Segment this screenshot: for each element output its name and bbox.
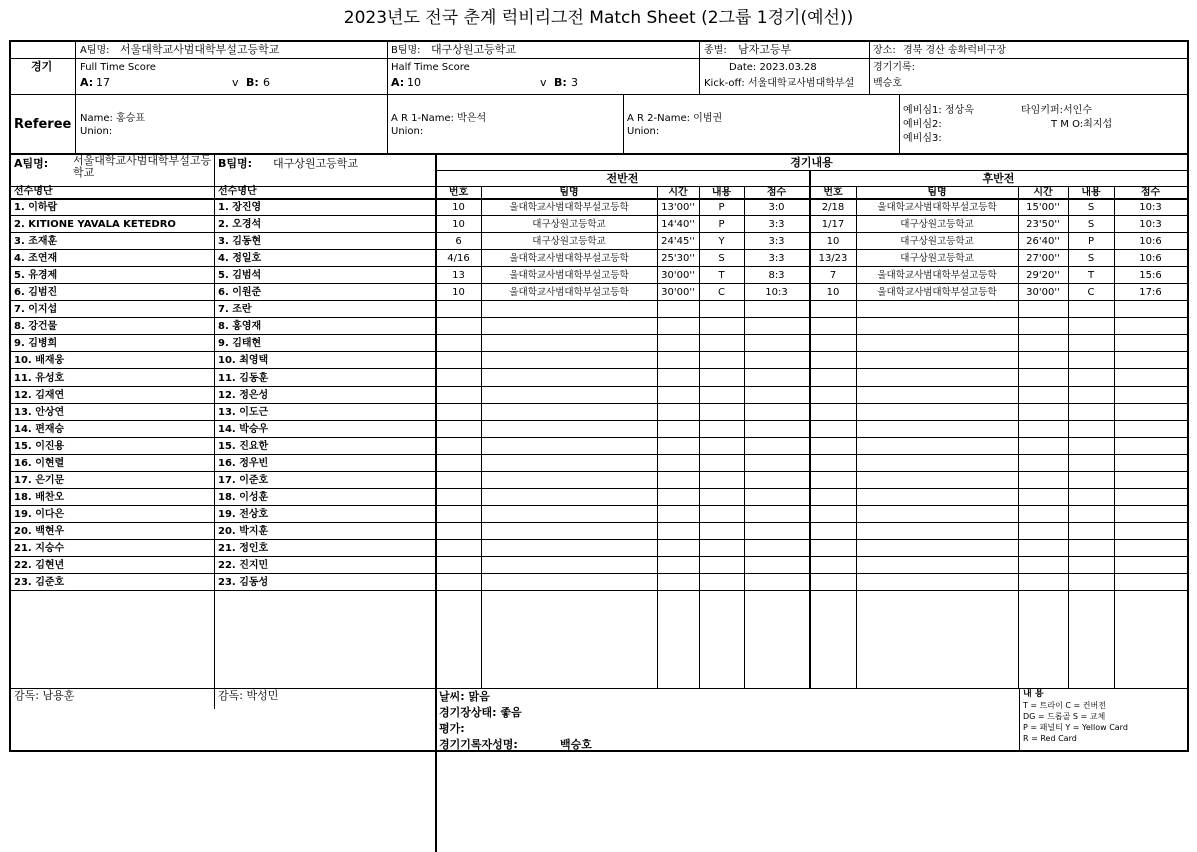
- team-a-player: 16. 이현렬: [14, 458, 65, 469]
- first-half-time: 25'30'': [661, 253, 695, 264]
- team-a-player: 9. 김병희: [14, 338, 58, 349]
- rule: [11, 58, 1187, 59]
- team-a-player: 11. 유성호: [14, 373, 65, 384]
- first-half-col-type: 내용: [711, 187, 732, 198]
- table-row: [11, 387, 1187, 404]
- full-a-label: A:: [80, 76, 94, 89]
- tmo: T M O:최지섭: [1051, 119, 1113, 130]
- legend-item: R = Red Card: [1023, 734, 1077, 743]
- team-b-player: 1. 장진영: [218, 202, 262, 213]
- kickoff: Kick-off: 서울대학교사범대학부설: [704, 78, 855, 89]
- second-half-time: 29'20'': [1026, 270, 1060, 281]
- team-b-player: 20. 박지훈: [218, 526, 269, 537]
- team-a-player: 18. 배찬오: [14, 492, 65, 503]
- rule: [1068, 186, 1069, 689]
- team-a-player: 2. KITIONE YAVALA KETEDRO: [14, 219, 176, 230]
- rule: [75, 94, 76, 153]
- team-a-player: 17. 은기문: [14, 475, 65, 486]
- first-half-no: 10: [452, 287, 465, 298]
- team-b-player: 13. 이도근: [218, 407, 269, 418]
- match-date: Date: 2023.03.28: [729, 62, 817, 73]
- team-b-player: 5. 김범석: [218, 270, 262, 281]
- second-half-score: 10:6: [1139, 253, 1162, 264]
- team-a-player: 13. 안상연: [14, 407, 65, 418]
- rule: [1018, 186, 1019, 689]
- table-row: [11, 335, 1187, 352]
- team-a-player: 20. 백현우: [14, 526, 65, 537]
- table-row: [11, 489, 1187, 506]
- team-b-player: 10. 최영택: [218, 355, 269, 366]
- rule: [657, 186, 658, 689]
- table-row: [11, 370, 1187, 387]
- first-half-score: 8:3: [768, 270, 785, 281]
- ar2-name: A R 2-Name: 이범권: [627, 113, 723, 124]
- lineup-a-label: A팀명:: [14, 157, 49, 170]
- lineup-b-label: B팀명:: [218, 157, 253, 170]
- first-half-no: 13: [452, 270, 465, 281]
- match-sheet: [9, 40, 1189, 752]
- venue-value: 경북 경산 송화럭비구장: [903, 45, 1006, 56]
- first-half-time: 13'00'': [661, 202, 695, 213]
- team-b-player: 9. 김태현: [218, 338, 262, 349]
- second-half-score: 15:6: [1139, 270, 1162, 281]
- table-row: [11, 404, 1187, 421]
- table-row: [11, 250, 1187, 267]
- team-b-player: 4. 정일호: [218, 253, 262, 264]
- full-a-score: 17: [96, 76, 110, 89]
- second-half-col-type: 내용: [1081, 187, 1101, 198]
- table-row: [11, 540, 1187, 557]
- rule: [623, 94, 624, 153]
- team-a-player: 4. 조연재: [14, 253, 58, 264]
- second-half-no: 2/18: [821, 202, 845, 213]
- full-b-label: B:: [246, 76, 259, 89]
- team-a-player: 15. 이진용: [14, 441, 65, 452]
- table-row: [11, 557, 1187, 574]
- table-row: [11, 352, 1187, 369]
- first-half-no: 10: [452, 202, 465, 213]
- legend-title: 내 용: [1023, 689, 1044, 699]
- second-half-time: 23'50'': [1026, 219, 1060, 230]
- half-b-label: B:: [554, 76, 567, 89]
- second-half-title: 후반전: [982, 172, 1015, 185]
- team-a-player: 7. 이지섭: [14, 304, 58, 315]
- first-half-col-time: 시간: [668, 187, 688, 198]
- referee-label: Referee: [14, 117, 72, 132]
- field-condition: 경기장상태: 좋음: [439, 706, 522, 719]
- full-v: v: [232, 76, 239, 89]
- team-b-header-name: 대구상원고등학교: [431, 43, 517, 56]
- table-row: [11, 216, 1187, 233]
- ar2-union: Union:: [627, 126, 660, 137]
- team-a-player: 21. 지승수: [14, 543, 65, 554]
- team-b-player: 19. 전상호: [218, 509, 269, 520]
- first-half-no: 10: [452, 219, 465, 230]
- lineup-a-name: 서울대학교사범대학부설고등학교: [73, 154, 212, 179]
- first-half-col-score: 점수: [766, 187, 787, 198]
- table-row: [11, 472, 1187, 489]
- sheet-title: 2023년도 전국 춘계 럭비리그전 Match Sheet (2그룹 1경기(예선)): [343, 8, 854, 28]
- rule: [809, 170, 811, 689]
- table-row: [11, 199, 1187, 216]
- reserve-referee-3: 예비심3:: [903, 133, 942, 144]
- second-half-time: 26'40'': [1026, 236, 1060, 247]
- second-half-team: 울대학교사범대학부설고등학: [877, 202, 997, 213]
- category-value: 남자고등부: [738, 43, 792, 56]
- rule: [744, 186, 745, 689]
- first-half-team: 대구상원고등학교: [532, 236, 606, 247]
- team-a-player: 12. 김재연: [14, 390, 65, 401]
- legend-item: DG = 드롭골 S = 교체: [1023, 712, 1106, 721]
- first-half-type: Y: [718, 236, 725, 247]
- second-half-score: 17:6: [1139, 287, 1162, 298]
- second-half-col-no: 번호: [823, 187, 843, 198]
- rule: [436, 170, 1187, 171]
- team-b-player: 3. 김동현: [218, 236, 262, 247]
- second-half-team: 대구상원고등학교: [900, 236, 974, 247]
- rule: [75, 42, 76, 94]
- timekeeper: 타임키퍼:서인수: [1021, 105, 1092, 116]
- first-half-time: 14'40'': [661, 219, 695, 230]
- lineup-b-name: 대구상원고등학교: [273, 157, 359, 170]
- ar1-union: Union:: [391, 126, 424, 137]
- team-b-player: 17. 이준호: [218, 475, 269, 486]
- match-label: 경기: [31, 60, 53, 73]
- team-a-player: 8. 강건물: [14, 321, 58, 332]
- team-a-player: 23. 김준호: [14, 577, 65, 588]
- rule: [387, 42, 388, 94]
- rule: [1114, 186, 1115, 689]
- recorder-name: 백승호: [873, 78, 902, 89]
- referee-name: Name: 홍승표: [80, 113, 146, 124]
- first-half-type: P: [718, 219, 725, 230]
- second-half-team: 울대학교사범대학부설고등학: [877, 270, 997, 281]
- first-half-score: 3:0: [768, 202, 785, 213]
- half-v: v: [540, 76, 547, 89]
- recorder-sign-label: 경기기록자성명:: [439, 738, 518, 751]
- table-row: [11, 574, 1187, 591]
- first-half-no: 4/16: [447, 253, 470, 264]
- reserve-referee-2: 예비심2:: [903, 119, 942, 130]
- second-half-no: 1/17: [821, 219, 845, 230]
- second-half-type: S: [1087, 253, 1095, 264]
- second-half-type: S: [1087, 202, 1095, 213]
- referee-union: Union:: [80, 126, 113, 137]
- team-b-player: 8. 홍영재: [218, 321, 262, 332]
- team-b-player: 12. 정은성: [218, 390, 269, 401]
- legend-item: P = 패널티 Y = Yellow Card: [1023, 723, 1128, 732]
- table-row: [11, 438, 1187, 455]
- team-b-player: 14. 박승우: [218, 424, 269, 435]
- first-half-score: 3:3: [768, 253, 785, 264]
- second-half-no: 7: [829, 270, 837, 281]
- second-half-col-team: 팀명: [927, 187, 947, 198]
- second-half-no: 10: [826, 287, 840, 298]
- rule: [435, 154, 437, 852]
- weather: 날씨: 맑음: [439, 690, 490, 703]
- second-half-team: 대구상원고등학교: [900, 253, 974, 264]
- category-label: 종별:: [704, 45, 727, 56]
- first-half-type: C: [718, 287, 725, 298]
- table-row: [11, 523, 1187, 540]
- table-row: [11, 284, 1187, 301]
- first-half-team: 대구상원고등학교: [532, 219, 606, 230]
- first-half-score: 3:3: [768, 236, 785, 247]
- rule: [899, 94, 900, 153]
- second-half-type: P: [1087, 236, 1095, 247]
- team-a-player: 14. 편재승: [14, 424, 65, 435]
- team-a-header-label: A팀명:: [80, 45, 110, 56]
- legend-item: T = 트라이 C = 컨버전: [1023, 701, 1106, 710]
- rule: [699, 42, 700, 94]
- second-half-type: S: [1087, 219, 1095, 230]
- coach-a: 감독: 남용훈: [14, 689, 75, 702]
- table-row: [11, 233, 1187, 250]
- second-half-no: 13/23: [818, 253, 848, 264]
- second-half-team: 울대학교사범대학부설고등학: [877, 287, 997, 298]
- venue-label: 장소:: [873, 45, 896, 56]
- second-half-type: T: [1087, 270, 1095, 281]
- table-row: [11, 421, 1187, 438]
- team-b-player: 11. 김동훈: [218, 373, 269, 384]
- rule: [699, 186, 700, 689]
- table-row: [11, 318, 1187, 335]
- first-half-team: 울대학교사범대학부설고등학: [509, 287, 629, 298]
- first-half-team: 울대학교사범대학부설고등학: [509, 202, 629, 213]
- rule: [481, 186, 482, 689]
- team-b-player: 16. 정우빈: [218, 458, 269, 469]
- rule: [11, 94, 1187, 95]
- second-half-time: 30'00'': [1026, 287, 1060, 298]
- team-b-player: 15. 진요한: [218, 441, 269, 452]
- team-b-header-label: B팀명:: [391, 45, 421, 56]
- team-a-player: 10. 배재웅: [14, 355, 65, 366]
- recorder-label: 경기기록:: [873, 62, 916, 73]
- table-row: [11, 455, 1187, 472]
- reserve-referee-1: 예비심1: 정상욱: [903, 105, 974, 116]
- first-half-team: 울대학교사범대학부설고등학: [509, 253, 629, 264]
- first-half-score: 10:3: [765, 287, 788, 298]
- team-a-player: 22. 김현년: [14, 560, 65, 571]
- table-row: [11, 506, 1187, 523]
- full-b-score: 6: [263, 76, 270, 89]
- half-a-score: 10: [407, 76, 421, 89]
- rating: 평가:: [439, 722, 465, 735]
- second-half-team: 대구상원고등학교: [900, 219, 974, 230]
- second-half-time: 27'00'': [1026, 253, 1060, 264]
- full-time-label: Full Time Score: [80, 62, 156, 73]
- team-b-player: 6. 이원준: [218, 287, 262, 298]
- ar1-name: A R 1-Name: 박은석: [391, 113, 487, 124]
- half-a-label: A:: [391, 76, 405, 89]
- table-row: [11, 301, 1187, 318]
- first-half-type: T: [718, 270, 725, 281]
- first-half-col-no: 번호: [448, 187, 469, 198]
- second-half-time: 15'00'': [1026, 202, 1060, 213]
- first-half-team: 울대학교사범대학부설고등학: [509, 270, 629, 281]
- second-half-no: 10: [826, 236, 840, 247]
- events-title: 경기내용: [790, 156, 833, 169]
- team-a-player: 1. 이하람: [14, 202, 58, 213]
- team-a-player: 6. 김범진: [14, 287, 58, 298]
- team-a-player: 3. 조재훈: [14, 236, 58, 247]
- half-b-score: 3: [571, 76, 578, 89]
- second-half-score: 10:3: [1139, 202, 1162, 213]
- rule: [856, 186, 857, 689]
- table-row: [11, 267, 1187, 284]
- team-a-player: 5. 유경제: [14, 270, 58, 281]
- team-b-player: 23. 김동성: [218, 577, 269, 588]
- team-b-player: 21. 정인호: [218, 543, 269, 554]
- rule: [214, 154, 215, 709]
- rule: [869, 42, 870, 94]
- rule: [11, 688, 1187, 689]
- first-half-no: 6: [455, 236, 462, 247]
- first-half-time: 30'00'': [661, 287, 695, 298]
- rule: [387, 94, 388, 153]
- half-time-label: Half Time Score: [391, 62, 470, 73]
- first-half-col-team: 팀명: [559, 187, 579, 198]
- second-half-score: 10:6: [1139, 236, 1162, 247]
- lineup-b-header: 선수명단: [218, 186, 257, 197]
- first-half-type: S: [718, 253, 725, 264]
- rule: [1019, 688, 1020, 752]
- second-half-col-score: 점수: [1140, 187, 1161, 198]
- first-half-time: 30'00'': [661, 270, 695, 281]
- team-b-player: 22. 진지민: [218, 560, 269, 571]
- second-half-col-time: 시간: [1033, 187, 1053, 198]
- first-half-title: 전반전: [606, 172, 639, 185]
- team-b-player: 18. 이성훈: [218, 492, 269, 503]
- first-half-type: P: [718, 202, 725, 213]
- first-half-score: 3:3: [768, 219, 785, 230]
- team-b-player: 2. 오경석: [218, 219, 262, 230]
- team-b-player: 7. 조란: [218, 304, 252, 315]
- team-a-header-name: 서울대학교사범대학부설고등학교: [120, 43, 280, 56]
- lineup-a-header: 선수명단: [14, 186, 53, 197]
- second-half-score: 10:3: [1139, 219, 1162, 230]
- team-a-player: 19. 이다은: [14, 509, 65, 520]
- first-half-time: 24'45'': [661, 236, 695, 247]
- recorder-sign-name: 백승호: [560, 738, 592, 751]
- coach-b: 감독: 박성민: [218, 689, 279, 702]
- second-half-type: C: [1087, 287, 1095, 298]
